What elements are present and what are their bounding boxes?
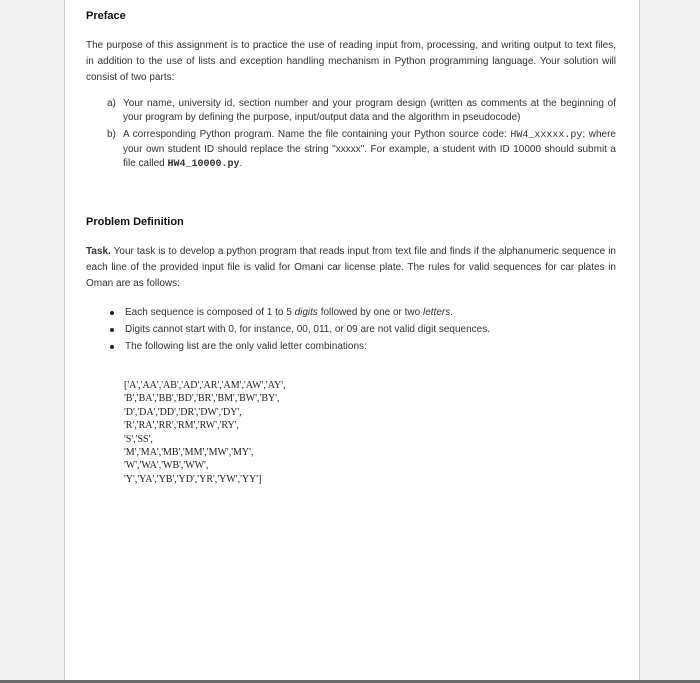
preface-heading: Preface xyxy=(86,10,126,22)
code-line: 'Y','YA','YB','YD','YR','YW','YY'] xyxy=(124,473,262,485)
rule-text: Digits cannot start with 0, for instance, 00, 011, or 09 are not valid digit sequences. xyxy=(125,324,491,335)
code-line: 'R','RA','RR','RM','RW','RY', xyxy=(124,420,239,432)
bullet-icon xyxy=(110,311,114,315)
preface-paragraph: The purpose of this assignment is to practice the use of reading input from, processing, and writing output to text files, in addition to the use of lists and exception handling mechanism in Python programming language. Your solution will consist of two parts: xyxy=(86,40,616,83)
problem-definition-heading: Problem Definition xyxy=(86,216,184,228)
code-line: 'S','SS', xyxy=(124,433,153,445)
part-a-item xyxy=(86,97,616,125)
part-a-text: Your name, university id, section number and your program design (written as comments at the beginning of your program by defining the purpose, input/output data and the algorithm in pseudocode) xyxy=(123,98,616,123)
part-b-text-after: . xyxy=(239,158,243,169)
task-text: Your task is to develop a python program that reads input from text file and finds if the alphanumeric sequence in each line of the provided input file is valid for Omani car license plate. The rules for valid sequences for car plates in Oman are as follows: xyxy=(86,246,616,289)
part-b-text-mid: ; where your own student ID should replace the string "xxxxx". For example, a student with ID 10000 should submit a file called xyxy=(123,129,616,169)
rule-item xyxy=(86,304,616,321)
document-page xyxy=(65,0,639,680)
part-b-marker: b) xyxy=(107,129,116,140)
rule-text: followed by one or two xyxy=(317,307,423,318)
bullet-icon xyxy=(110,345,114,349)
code-line: 'M','MA','MB','MM','MW','MY', xyxy=(124,447,254,459)
document-content xyxy=(86,10,616,486)
code-line: 'D','DA','DD','DR','DW','DY', xyxy=(124,406,242,418)
bullet-icon xyxy=(110,328,114,332)
rule-item xyxy=(86,321,616,338)
valid-letter-combinations-list xyxy=(124,379,616,486)
task-paragraph xyxy=(86,244,616,292)
filename-example: HW4_10000.py xyxy=(167,159,240,170)
rule-text: . xyxy=(450,307,453,318)
task-label: Task. xyxy=(86,246,111,257)
code-line: 'W','WA','WB','WW', xyxy=(124,460,209,472)
part-a-marker: a) xyxy=(107,98,116,109)
viewer-right-margin xyxy=(639,0,700,683)
preface-parts-list xyxy=(86,97,616,172)
rule-emphasis: letters xyxy=(422,307,451,318)
rule-text: Each sequence is composed of 1 to 5 xyxy=(125,307,295,318)
code-line: 'B','BA','BB','BD','BR','BM','BW','BY', xyxy=(124,393,280,405)
rule-item xyxy=(86,338,616,355)
viewer-left-margin xyxy=(0,0,65,683)
part-b-text-before: A corresponding Python program. Name the file containing your Python source code: xyxy=(123,129,511,140)
part-b-item xyxy=(86,128,616,172)
rule-emphasis: digits xyxy=(294,307,318,318)
code-line: ['A','AA','AB','AD','AR','AM','AW','AY', xyxy=(124,380,286,391)
rule-text: The following list are the only valid letter combinations: xyxy=(125,341,367,352)
rules-list xyxy=(86,304,616,355)
filename-template: HW4_xxxxx.py xyxy=(510,130,583,141)
